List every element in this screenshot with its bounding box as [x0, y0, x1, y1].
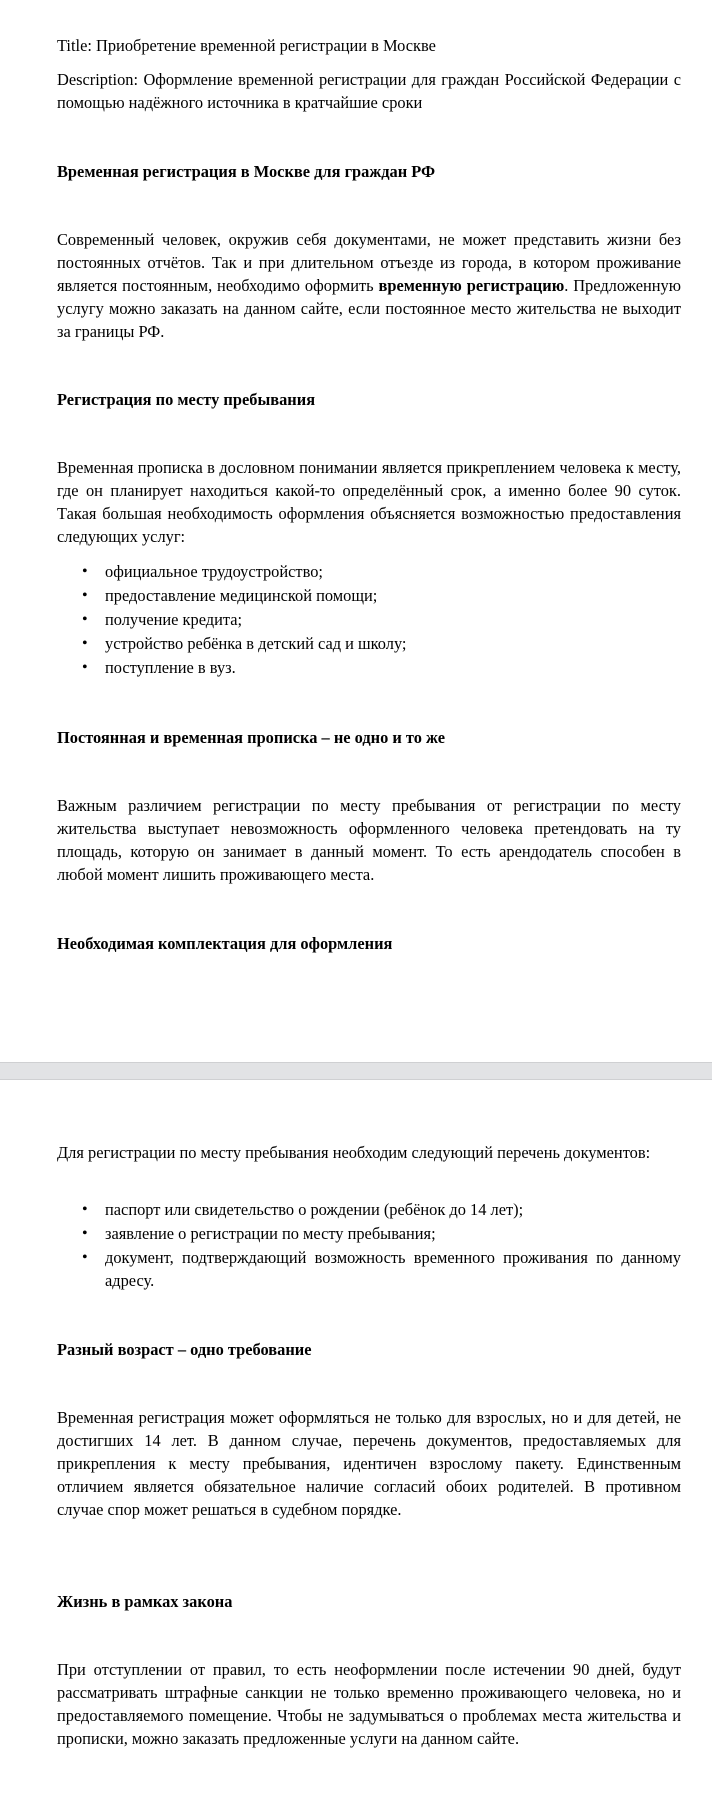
intro-paragraph	[57, 228, 681, 343]
list-item: • поступление в вуз.	[57, 656, 681, 679]
difference-paragraph: Важным различием регистрации по месту пребывания от регистрации по месту жительства выступает невозможность оформленного человека претендовать на ту площадь, которую он занимает в данный момент. То есть арендодатель способен в любой момент лишить проживающего места.	[57, 796, 681, 884]
law-paragraph: При отступлении от правил, то есть неоформлении после истечении 90 дней, будут рассматривать штрафные санкции не только временно проживающего человека, но и предоставляемого помещение. Чтобы не задумываться о проблемах места жительства и прописки, можно заказать предложенные услуги на данном сайте.	[57, 1660, 681, 1748]
list-item: • устройство ребёнка в детский сад и школу;	[57, 632, 681, 655]
intro-text-start: Современный человек, окружив себя документами, не может представить жизни без постоянных отчётов. Так и при длительном отъезде из города, в котором проживание является постоянным, необходимо оформить	[57, 230, 681, 295]
heading-permanent-vs-temporary: Постоянная и временная прописка – не одно и то же	[57, 728, 446, 747]
page-break	[0, 1062, 712, 1080]
list-item: • документ, подтверждающий возможность временного проживания по данному адресу.	[57, 1246, 681, 1292]
list-item: • заявление о регистрации по месту пребывания;	[57, 1222, 681, 1245]
heading-age-requirement: Разный возраст – одно требование	[57, 1340, 312, 1359]
list-item: • получение кредита;	[57, 608, 681, 631]
documents-paragraph: Для регистрации по месту пребывания необходим следующий перечень документов:	[57, 1143, 651, 1162]
intro-bold-term: временную регистрацию	[378, 276, 565, 295]
heading-within-law: Жизнь в рамках закона	[57, 1592, 233, 1611]
document-page-2	[0, 1080, 712, 1796]
list-item: • предоставление медицинской помощи;	[57, 584, 681, 607]
description-line: Description: Оформление временной регистрации для граждан Российской Федерации с помощью надёжного источника в кратчайшие сроки	[57, 70, 681, 112]
heading-temporary-registration: Временная регистрация в Москве для граждан РФ	[57, 162, 436, 181]
list-item: • паспорт или свидетельство о рождении (ребёнок до 14 лет);	[57, 1198, 681, 1221]
list-item: • официальное трудоустройство;	[57, 560, 681, 583]
title-line: Title: Приобретение временной регистрации в Москве	[57, 36, 436, 55]
documents-list	[57, 1198, 681, 1293]
heading-required-documents: Необходимая комплектация для оформления	[57, 934, 393, 953]
heading-place-of-stay: Регистрация по месту пребывания	[57, 390, 316, 409]
place-paragraph: Временная прописка в дословном понимании является прикреплением человека к месту, где он планирует находиться какой-то определённый срок, а именно более 90 суток. Такая большая необходимость оформления объясняется возможностью предоставления следующих услуг:	[57, 458, 681, 546]
intro-text-end: . Предложенную услугу можно заказать на данном сайте, если постоянное место жительства не выходит за границы РФ.	[57, 276, 681, 341]
services-list	[57, 560, 681, 680]
age-paragraph: Временная регистрация может оформляться не только для взрослых, но и для детей, не достигших 14 лет. В данном случае, перечень документов, предоставляемых для прикрепления к месту пребывания, идентичен взрослому пакету. Единственным отличием является обязательное наличие согласий обоих родителей. В противном случае спор может решаться в судебном порядке.	[57, 1408, 681, 1519]
